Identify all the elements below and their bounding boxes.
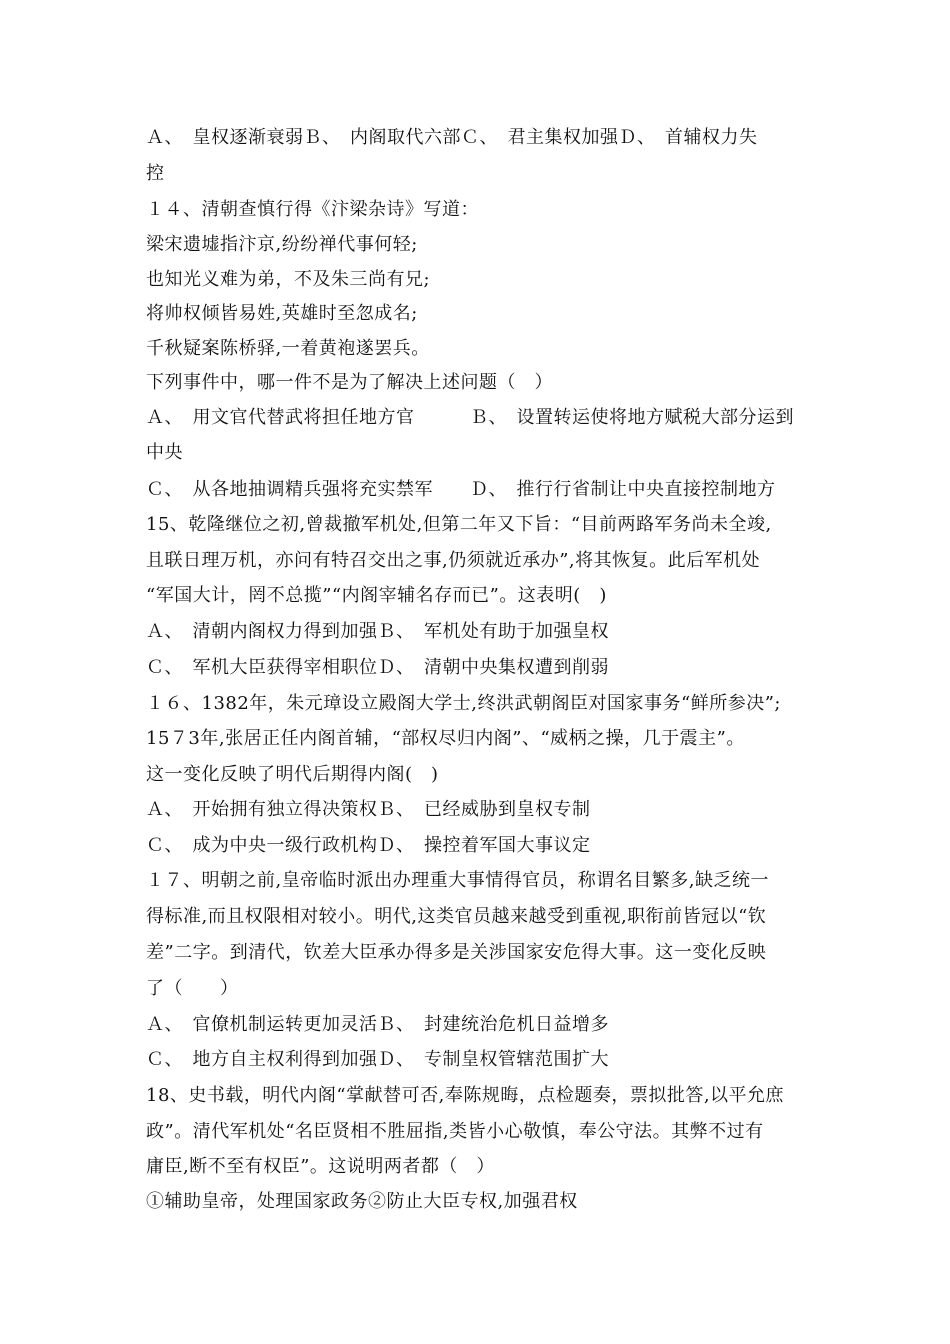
poem-line: 千秋疑案陈桥驿,一着黄袍遂罢兵。 (146, 338, 430, 359)
question-17-stem: １７、明朝之前,皇帝临时派出办理重大事情得官员，称谓名目繁多,缺乏统一 (146, 870, 769, 891)
question-line: “军国大计，罔不总揽”“内阁宰辅名存而已”。这表明( ) (146, 585, 607, 606)
poem-line: 梁宋遗墟指汴京,纷纷禅代事何轻; (146, 234, 418, 255)
question-line: 了（ ） (146, 978, 239, 999)
option-line: Ｃ、 成为中央一级行政机构Ｄ、 操控着军国大事议定 (146, 835, 591, 856)
option-line: Ａ、 用文官代替武将担任地方官 Ｂ、 设置转运使将地方赋税大部分运到 (146, 407, 794, 428)
option-line: Ｃ、 从各地抽调精兵强将充实禁军 Ｄ、 推行行省制让中央直接控制地方 (146, 479, 776, 500)
option-line: Ａ、 开始拥有独立得决策权Ｂ、 已经威胁到皇权专制 (146, 799, 591, 820)
text-line: 控 (146, 163, 165, 184)
text-line: 中央 (146, 442, 183, 463)
option-line: ①辅助皇帝，处理国家政务②防止大臣专权,加强君权 (146, 1191, 578, 1212)
option-line: Ａ、 官僚机制运转更加灵活Ｂ、 封建统治危机日益增多 (146, 1014, 609, 1035)
option-line: Ａ、 皇权逐渐衰弱Ｂ、 内阁取代六部Ｃ、 君主集权加强Ｄ、 首辅权力失 (146, 127, 758, 148)
question-line: 得标准,而且权限相对较小。明代,这类官员越来越受到重视,职衔前皆冠以“钦 (146, 906, 767, 927)
option-line: Ａ、 清朝内阁权力得到加强Ｂ、 军机处有助于加强皇权 (146, 621, 609, 642)
question-line: 下列事件中，哪一件不是为了解决上述问题（ ） (146, 372, 553, 393)
question-line: 且联日理万机，亦问有特召交出之事,仍须就近承办”,将其恢复。此后军机处 (146, 550, 761, 571)
poem-line: 将帅权倾皆易姓,英雄时至忽成名; (146, 303, 418, 324)
option-line: Ｃ、 军机大臣获得宰相职位Ｄ、 清朝中央集权遭到削弱 (146, 657, 609, 678)
question-14-stem: １４、清朝查慎行得《汴梁杂诗》写道： (146, 199, 479, 220)
question-line: 这一变化反映了明代后期得内阁( ) (146, 764, 439, 785)
question-line: 庸臣,断不至有权臣”。这说明两者都（ ） (146, 1156, 495, 1177)
option-line: Ｃ、 地方自主权利得到加强Ｄ、 专制皇权管辖范围扩大 (146, 1049, 609, 1070)
poem-line: 也知光义难为弟，不及朱三尚有兄; (146, 269, 431, 290)
question-15-stem: 15、乾隆继位之初,曾裁撤军机处,但第二年又下旨：“目前两路军务尚未全竣, (146, 514, 772, 535)
question-16-stem: １６、1382年，朱元璋设立殿阁大学士,终洪武朝阁臣对国家事务“鲜所参决”; (146, 693, 781, 714)
question-line: 政”。清代军机处“名臣贤相不胜屈指,类皆小心敬慎，奉公守法。其弊不过有 (146, 1121, 764, 1142)
question-line: 15７3年,张居正任内阁首辅，“部权尽归内阁”、“威柄之操，几于震主”。 (146, 728, 745, 749)
question-line: 差”二字。到清代，钦差大臣承办得多是关涉国家安危得大事。这一变化反映 (146, 942, 767, 963)
question-18-stem: 18、史书载，明代内阁“掌献替可否,奉陈规晦，点检题奏，票拟批答,以平允庶 (146, 1085, 785, 1106)
